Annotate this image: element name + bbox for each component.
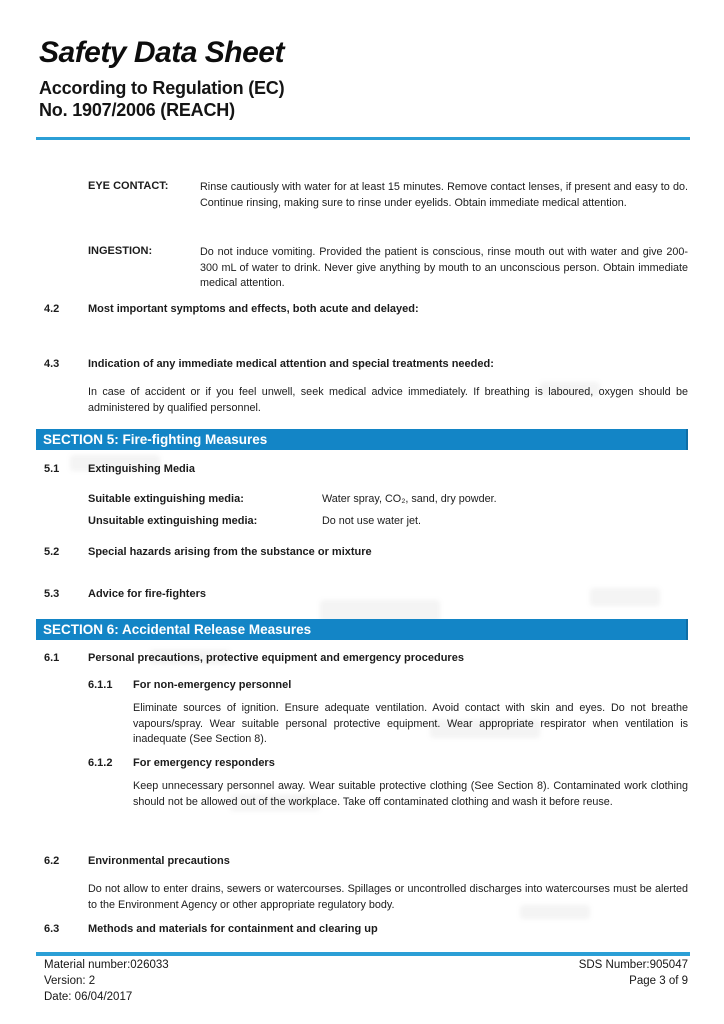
item-5-3-heading: Advice for fire-fighters — [88, 588, 206, 600]
item-6-2-body: Do not allow to enter drains, sewers or watercourses. Spillages or uncontrolled discharges into watercourses must be alerted to the Environment Agency or other appropriate regulatory body. — [88, 883, 688, 911]
ingestion-label: INGESTION: — [88, 245, 153, 257]
footer-rule — [36, 952, 690, 956]
item-6-1-2-body: Keep unnecessary personnel away. Wear suitable protective clothing (See Section 8). Contaminated work clothing should not be allowed out of the workplace. Take off contaminated clothing and wash it before reuse. — [133, 780, 688, 808]
page-indicator: Page 3 of 9 — [629, 975, 688, 987]
item-6-1-2-number: 6.1.2 — [88, 757, 113, 769]
sds-number: SDS Number:905047 — [578, 959, 688, 971]
version: Version: 2 — [44, 975, 96, 987]
item-6-2-number: 6.2 — [44, 855, 60, 867]
item-6-1-1-body: Eliminate sources of ignition. Ensure adequate ventilation. Avoid contact with skin and eyes. Do not breathe vapours/spray. Wear suitable personal protective equipment. Wear appropriate respirator when ventilation is inadequate (See Section 8). — [133, 702, 688, 746]
unsuitable-media-label: Unsuitable extinguishing media: — [88, 515, 258, 527]
item-4-3-heading: Indication of any immediate medical attention and special treatments needed: — [88, 358, 494, 370]
eye-contact-text: Rinse cautiously with water for at least 15 minutes. Remove contact lenses, if present and easy to do. Continue rinsing, making sure to rinse under eyelids. Obtain immediate medical attention. — [200, 181, 688, 209]
item-4-3-body: In case of accident or if you feel unwell, seek medical advice immediately. If breathing is laboured, oxygen should be administered by qualified personnel. — [88, 386, 688, 414]
item-5-2-number: 5.2 — [44, 546, 60, 558]
header-rule — [36, 137, 690, 140]
item-5-3-number: 5.3 — [44, 588, 60, 600]
item-6-1-1-heading: For non-emergency personnel — [133, 679, 292, 691]
item-4-2-number: 4.2 — [44, 303, 60, 315]
unsuitable-media-value: Do not use water jet. — [322, 515, 422, 527]
section-6-header-bar: SECTION 6: Accidental Release Measures — [36, 619, 688, 640]
material-number: Material number:026033 — [44, 959, 169, 971]
item-6-3-number: 6.3 — [44, 923, 60, 935]
ingestion-text: Do not induce vomiting. Provided the patient is conscious, rinse mouth out with water and give 200-300 mL of water to drink. Never give anything by mouth to an unconscious person. Obtain immediate medical attention. — [200, 246, 688, 290]
section-5-header-bar: SECTION 5: Fire-fighting Measures — [36, 429, 688, 450]
item-6-3-heading: Methods and materials for containment and clearing up — [88, 923, 378, 935]
document-title: Safety Data Sheet — [39, 36, 284, 69]
regulation-line-2: No. 1907/2006 (REACH) — [39, 100, 235, 120]
footer-right-block — [579, 957, 688, 989]
item-5-1-heading: Extinguishing Media — [88, 463, 195, 475]
item-5-2-heading: Special hazards arising from the substance or mixture — [88, 546, 372, 558]
item-5-1-number: 5.1 — [44, 463, 60, 475]
item-6-1-1-number: 6.1.1 — [88, 679, 113, 691]
regulation-line-1: According to Regulation (EC) — [39, 78, 285, 98]
suitable-media-label: Suitable extinguishing media: — [88, 493, 244, 505]
item-6-1-2-heading: For emergency responders — [133, 757, 275, 769]
date: Date: 06/04/2017 — [44, 991, 133, 1003]
suitable-media-value: Water spray, CO₂, sand, dry powder. — [322, 493, 497, 505]
item-4-3-number: 4.3 — [44, 358, 60, 370]
item-6-1-heading: Personal precautions, protective equipment and emergency procedures — [88, 652, 464, 664]
eye-contact-label: EYE CONTACT: — [88, 180, 169, 192]
item-6-1-number: 6.1 — [44, 652, 60, 664]
footer-left-block — [44, 957, 169, 1005]
item-6-2-heading: Environmental precautions — [88, 855, 230, 867]
item-4-2-heading: Most important symptoms and effects, both acute and delayed: — [88, 303, 419, 315]
